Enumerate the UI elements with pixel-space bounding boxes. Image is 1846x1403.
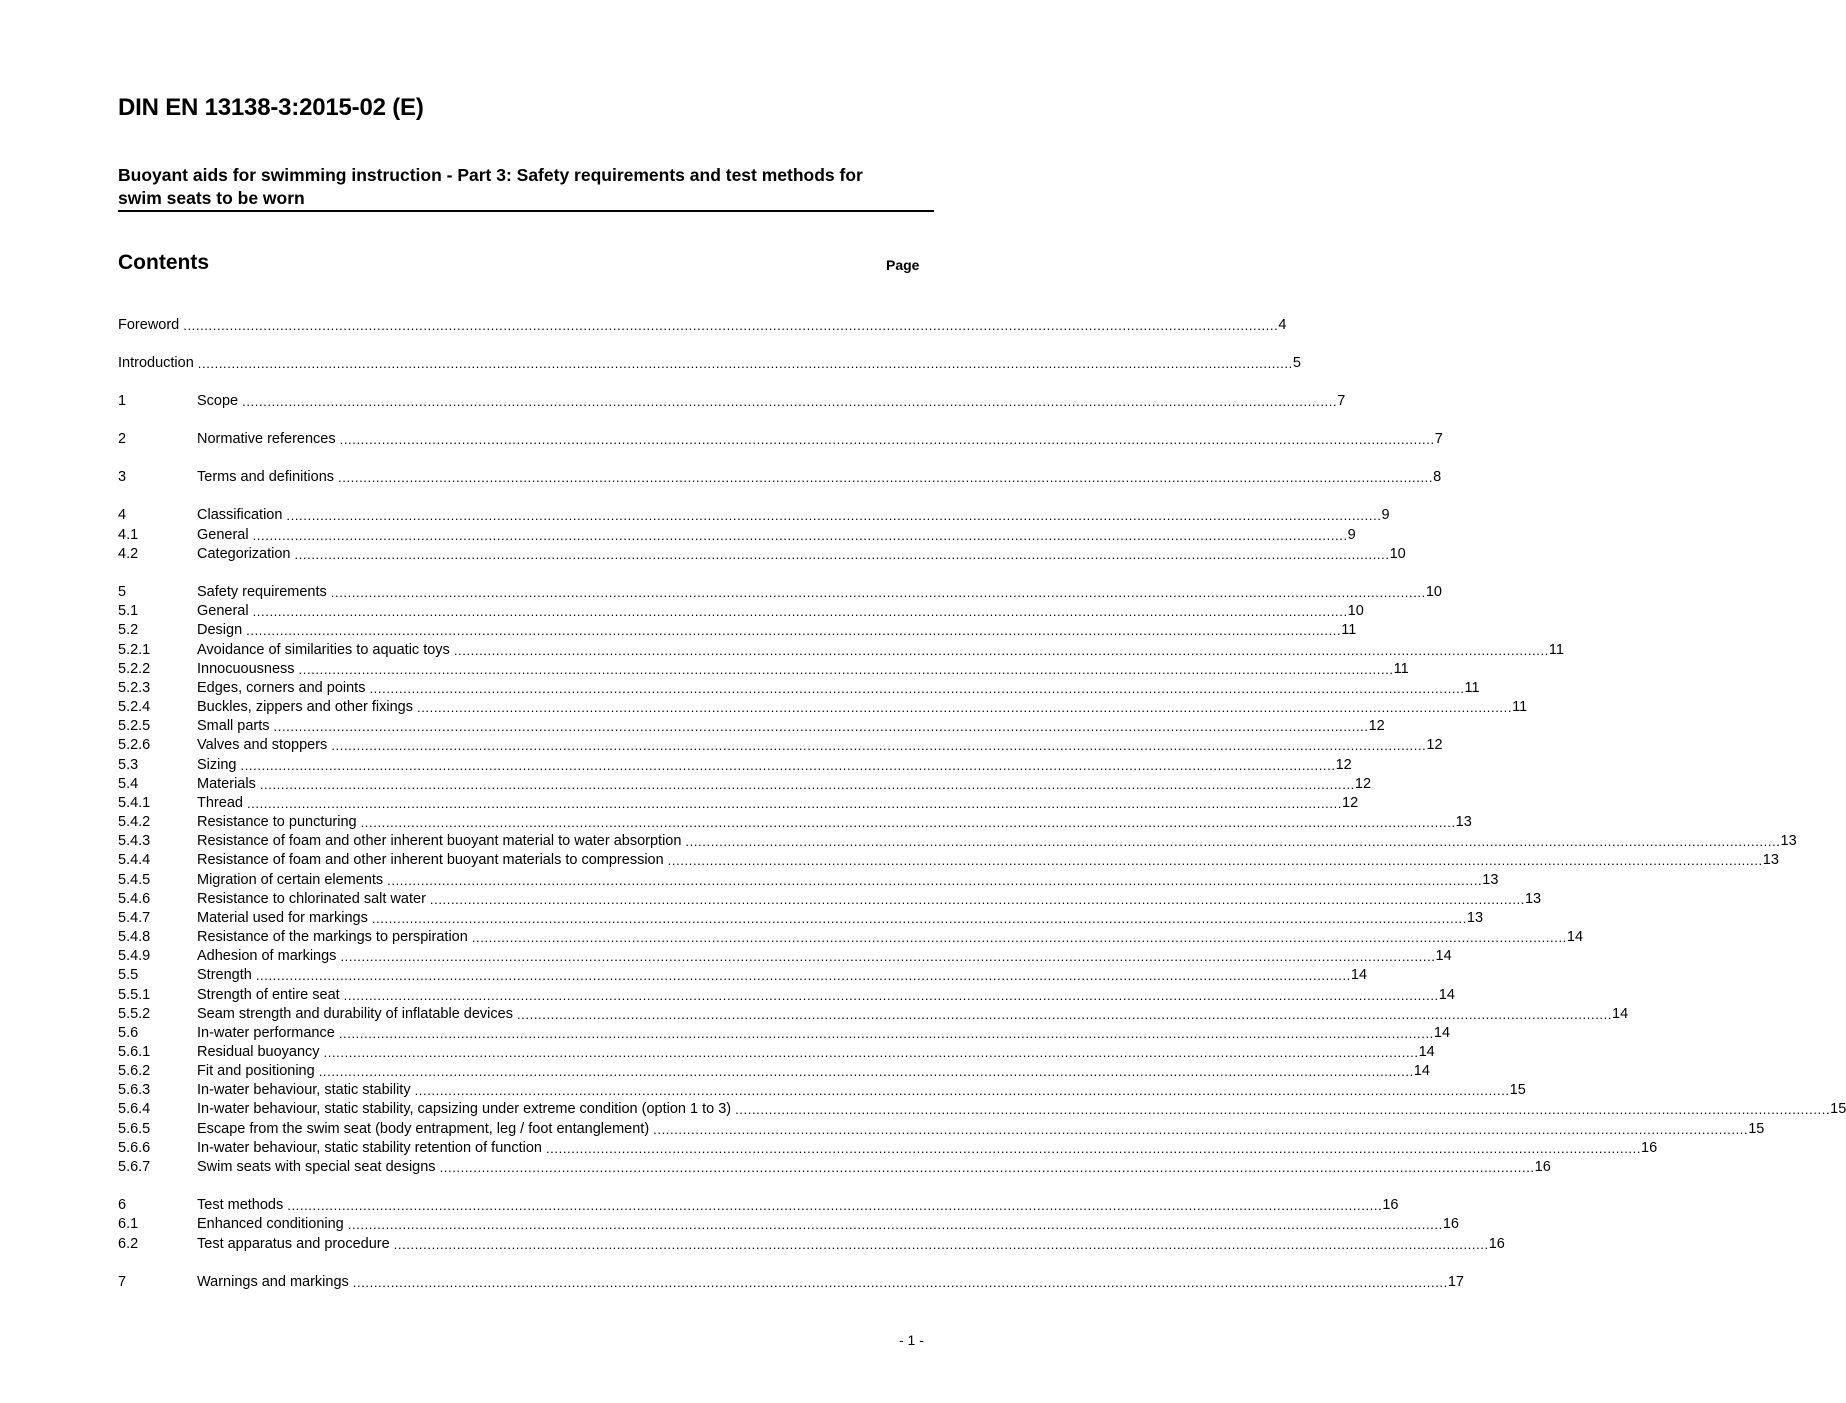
toc-section-title: Terms and definitions bbox=[197, 469, 335, 485]
document-title: DIN EN 13138-3:2015-02 (E) bbox=[118, 94, 424, 121]
toc-page-number: 12 bbox=[1354, 776, 1372, 792]
toc-section-number: 5.2.6 bbox=[118, 737, 151, 753]
toc-entry[interactable] bbox=[118, 583, 1442, 602]
toc-entry[interactable] bbox=[118, 736, 1443, 755]
toc-page-number: 5 bbox=[1292, 355, 1301, 371]
toc-section-number: 5.5.1 bbox=[118, 987, 151, 1003]
toc-section-number: 2 bbox=[118, 431, 127, 447]
toc-page-number: 9 bbox=[1381, 507, 1390, 523]
toc-dot-leader: .................................................................................................................................................................................................................................................................... bbox=[338, 1026, 1434, 1041]
toc-section-number: 1 bbox=[118, 393, 127, 409]
toc-page-number: 12 bbox=[1368, 718, 1385, 734]
toc-section-title: Materials bbox=[197, 776, 256, 792]
toc-page-number: 4 bbox=[1278, 317, 1287, 333]
toc-dot-leader: .................................................................................................................................................................................................................................................................... bbox=[429, 892, 1525, 907]
page-number: - 1 - bbox=[899, 1332, 924, 1348]
toc-page-number: 14 bbox=[1413, 1063, 1430, 1079]
toc-page-number: 14 bbox=[1350, 967, 1368, 983]
title-divider bbox=[118, 210, 934, 212]
toc-section-number: 5.4.6 bbox=[118, 891, 151, 907]
toc-section-title: Thread bbox=[197, 795, 243, 811]
toc-section-title: Adhesion of markings bbox=[197, 948, 337, 964]
toc-section-title: Normative references bbox=[197, 431, 336, 447]
toc-section-title: Sizing bbox=[197, 757, 237, 773]
toc-entry[interactable] bbox=[118, 545, 1406, 564]
toc-entry[interactable] bbox=[118, 1043, 1435, 1062]
toc-section-title: Buckles, zippers and other fixings bbox=[197, 699, 413, 715]
toc-page-number: 7 bbox=[1337, 393, 1346, 409]
toc-dot-leader: .................................................................................................................................................................................................................................................................... bbox=[318, 1064, 1414, 1079]
toc-entry[interactable] bbox=[118, 851, 1779, 870]
toc-section-number: 5.4.3 bbox=[118, 833, 151, 849]
toc-section-number: 4.2 bbox=[118, 546, 139, 562]
toc-section-title: Migration of certain elements bbox=[197, 872, 384, 888]
toc-dot-leader: .................................................................................................................................................................................................................................................................... bbox=[255, 968, 1351, 983]
toc-entry[interactable] bbox=[118, 775, 1372, 794]
toc-dot-leader: .................................................................................................................................................................................................................................................................... bbox=[387, 873, 1483, 888]
toc-entry[interactable] bbox=[118, 794, 1359, 813]
toc-section-number: 5.4 bbox=[118, 776, 139, 792]
toc-section-title: Swim seats with special seat designs bbox=[197, 1159, 436, 1175]
toc-section-title: Edges, corners and points bbox=[197, 680, 366, 696]
toc-section-number: 5.6.1 bbox=[118, 1044, 151, 1060]
toc-page-number: 16 bbox=[1641, 1140, 1658, 1156]
toc-section-number: 5.5 bbox=[118, 967, 139, 983]
toc-section-number: 5.4.9 bbox=[118, 948, 151, 964]
toc-page-number: 14 bbox=[1418, 1044, 1435, 1060]
toc-entry[interactable] bbox=[118, 717, 1385, 736]
toc-entry[interactable] bbox=[118, 966, 1368, 985]
toc-section-number: 5.6.7 bbox=[118, 1159, 151, 1175]
toc-section-number: 5.2.4 bbox=[118, 699, 151, 715]
toc-dot-leader: .................................................................................................................................................................................................................................................................... bbox=[331, 738, 1427, 753]
toc-section-number: 5.6.4 bbox=[118, 1101, 151, 1117]
toc-entry[interactable] bbox=[118, 928, 1584, 947]
contents-heading: Contents bbox=[118, 251, 209, 274]
toc-section-title: Fit and positioning bbox=[197, 1063, 315, 1079]
toc-dot-leader: .................................................................................................................................................................................................................................................................... bbox=[393, 1237, 1489, 1252]
toc-section-title: Resistance to chlorinated salt water bbox=[197, 891, 426, 907]
toc-dot-leader: .................................................................................................................................................................................................................................................................... bbox=[246, 796, 1343, 811]
toc-dot-leader: .................................................................................................................................................................................................................................................................... bbox=[685, 834, 1781, 849]
toc-entry[interactable] bbox=[118, 602, 1364, 621]
toc-section-number: 5.6 bbox=[118, 1025, 139, 1041]
toc-section-number: 5.2.3 bbox=[118, 680, 151, 696]
toc-dot-leader: .................................................................................................................................................................................................................................................................... bbox=[323, 1045, 1419, 1060]
toc-section-number: 5.4.4 bbox=[118, 852, 151, 868]
toc-dot-leader: .................................................................................................................................................................................................................................................................... bbox=[352, 1275, 1448, 1290]
toc-section-number: 5.6.3 bbox=[118, 1082, 151, 1098]
toc-entry[interactable] bbox=[118, 621, 1357, 640]
toc-section-title: Categorization bbox=[197, 546, 291, 562]
toc-section-number: 4 bbox=[118, 507, 127, 523]
toc-page-number: 16 bbox=[1382, 1197, 1399, 1213]
toc-page-number: 14 bbox=[1566, 929, 1584, 945]
toc-page-number: 16 bbox=[1534, 1159, 1551, 1175]
toc-section-number: 5.4.5 bbox=[118, 872, 151, 888]
toc-section-title: Enhanced conditioning bbox=[197, 1216, 344, 1232]
toc-page-number: 12 bbox=[1335, 757, 1352, 773]
toc-dot-leader: .................................................................................................................................................................................................................................................................... bbox=[287, 1198, 1383, 1213]
toc-section-title: Innocuousness bbox=[197, 661, 295, 677]
toc-section-number: 5.1 bbox=[118, 603, 139, 619]
toc-entry[interactable] bbox=[118, 1196, 1399, 1215]
toc-page-number: 16 bbox=[1442, 1216, 1459, 1232]
toc-entry[interactable] bbox=[118, 1100, 1846, 1119]
toc-dot-leader: .................................................................................................................................................................................................................................................................... bbox=[340, 949, 1436, 964]
toc-section-number: 5.4.1 bbox=[118, 795, 151, 811]
toc-dot-leader: .................................................................................................................................................................................................................................................................... bbox=[240, 758, 1336, 773]
toc-entry[interactable] bbox=[118, 909, 1484, 928]
toc-section-number: 5.4.8 bbox=[118, 929, 151, 945]
toc-dot-leader: .................................................................................................................................................................................................................................................................... bbox=[330, 585, 1426, 600]
toc-section-title: Test methods bbox=[197, 1197, 284, 1213]
toc-entry[interactable] bbox=[118, 1273, 1464, 1292]
toc-page-number: 13 bbox=[1482, 872, 1499, 888]
toc-entry[interactable] bbox=[118, 392, 1346, 411]
toc-dot-leader: .................................................................................................................................................................................................................................................................... bbox=[242, 394, 1338, 409]
toc-dot-leader: .................................................................................................................................................................................................................................................................... bbox=[183, 318, 1279, 333]
toc-section-title: General bbox=[197, 603, 249, 619]
toc-entry[interactable] bbox=[118, 526, 1356, 545]
toc-page-number: 11 bbox=[1548, 642, 1564, 658]
toc-page-number: 10 bbox=[1389, 546, 1406, 562]
toc-section-title: In-water performance bbox=[197, 1025, 335, 1041]
toc-dot-leader: .................................................................................................................................................................................................................................................................... bbox=[453, 643, 1549, 658]
toc-section-title: Resistance of foam and other inherent buoyant materials to compression bbox=[197, 852, 664, 868]
toc-section-number: 5.4.2 bbox=[118, 814, 151, 830]
toc-dot-leader: .................................................................................................................................................................................................................................................................... bbox=[653, 1122, 1749, 1137]
toc-dot-leader: .................................................................................................................................................................................................................................................................... bbox=[273, 719, 1369, 734]
toc-page-number: 11 bbox=[1512, 699, 1528, 715]
toc-page-number: 13 bbox=[1466, 910, 1484, 926]
toc-entry[interactable] bbox=[118, 679, 1480, 698]
toc-dot-leader: .................................................................................................................................................................................................................................................................... bbox=[371, 911, 1467, 926]
toc-dot-leader: .................................................................................................................................................................................................................................................................... bbox=[414, 1083, 1510, 1098]
toc-page-number: 12 bbox=[1426, 737, 1443, 753]
toc-entry[interactable] bbox=[118, 354, 1301, 373]
toc-entry[interactable] bbox=[118, 698, 1528, 717]
toc-section-title: Seam strength and durability of inflatable devices bbox=[197, 1006, 513, 1022]
toc-section-number: 5.6.5 bbox=[118, 1121, 151, 1137]
toc-section-title: Residual buoyancy bbox=[197, 1044, 320, 1060]
toc-section-title: Resistance to puncturing bbox=[197, 814, 357, 830]
toc-page-number: 15 bbox=[1748, 1121, 1765, 1137]
toc-dot-leader: .................................................................................................................................................................................................................................................................... bbox=[252, 604, 1348, 619]
toc-dot-leader: .................................................................................................................................................................................................................................................................... bbox=[471, 930, 1567, 945]
toc-section-number: 5 bbox=[118, 584, 127, 600]
toc-section-number: 4.1 bbox=[118, 527, 139, 543]
toc-dot-leader: .................................................................................................................................................................................................................................................................... bbox=[338, 470, 1434, 485]
toc-section-title: Introduction bbox=[118, 355, 194, 371]
toc-section-title: Warnings and markings bbox=[197, 1274, 349, 1290]
toc-entry[interactable] bbox=[118, 430, 1443, 449]
toc-entry[interactable] bbox=[118, 1120, 1765, 1139]
toc-section-title: Scope bbox=[197, 393, 239, 409]
toc-section-title: Classification bbox=[197, 507, 283, 523]
toc-entry[interactable] bbox=[118, 641, 1564, 660]
toc-entry[interactable] bbox=[118, 1158, 1551, 1177]
toc-dot-leader: .................................................................................................................................................................................................................................................................... bbox=[417, 700, 1513, 715]
toc-entry[interactable] bbox=[118, 871, 1499, 890]
toc-page-number: 14 bbox=[1435, 948, 1452, 964]
toc-page-number: 13 bbox=[1762, 852, 1779, 868]
toc-dot-leader: .................................................................................................................................................................................................................................................................... bbox=[298, 662, 1394, 677]
toc-page-number: 15 bbox=[1509, 1082, 1526, 1098]
toc-entry[interactable] bbox=[118, 756, 1352, 775]
toc-page-number: 13 bbox=[1524, 891, 1542, 907]
toc-section-title: Test apparatus and procedure bbox=[197, 1236, 390, 1252]
toc-entry[interactable] bbox=[118, 468, 1442, 487]
toc-section-title: In-water behaviour, static stability, capsizing under extreme condition (option 1 to 3) bbox=[197, 1101, 732, 1117]
toc-page-number: 7 bbox=[1434, 431, 1443, 447]
toc-section-title: Material used for markings bbox=[197, 910, 368, 926]
toc-page-number: 11 bbox=[1341, 622, 1357, 638]
toc-section-number: 6.2 bbox=[118, 1236, 139, 1252]
toc-entry[interactable] bbox=[118, 1024, 1451, 1043]
toc-page-number: 14 bbox=[1438, 987, 1455, 1003]
toc-section-number: 6 bbox=[118, 1197, 127, 1213]
toc-dot-leader: .................................................................................................................................................................................................................................................................... bbox=[343, 988, 1439, 1003]
toc-entry[interactable] bbox=[118, 1215, 1459, 1234]
toc-entry[interactable] bbox=[118, 1235, 1505, 1254]
toc-page-number: 9 bbox=[1347, 527, 1356, 543]
toc-section-title: Strength bbox=[197, 967, 252, 983]
toc-entry[interactable] bbox=[118, 813, 1472, 832]
toc-page-number: 17 bbox=[1447, 1274, 1464, 1290]
toc-section-title: General bbox=[197, 527, 249, 543]
toc-dot-leader: .................................................................................................................................................................................................................................................................... bbox=[347, 1217, 1443, 1232]
toc-page-number: 13 bbox=[1780, 833, 1797, 849]
toc-dot-leader: .................................................................................................................................................................................................................................................................... bbox=[252, 528, 1348, 543]
toc-dot-leader: .................................................................................................................................................................................................................................................................... bbox=[369, 681, 1465, 696]
toc-section-number: 5.3 bbox=[118, 757, 139, 773]
toc-page-number: 12 bbox=[1342, 795, 1359, 811]
toc-page-number: 10 bbox=[1425, 584, 1442, 600]
toc-entry[interactable] bbox=[118, 832, 1797, 851]
toc-entry[interactable] bbox=[118, 890, 1542, 909]
toc-section-title: Escape from the swim seat (body entrapment, leg / foot entanglement) bbox=[197, 1121, 650, 1137]
document-subtitle: Buoyant aids for swimming instruction - Part 3: Safety requirements and test methods for swim seats to be worn bbox=[118, 165, 863, 208]
toc-dot-leader: .................................................................................................................................................................................................................................................................... bbox=[246, 623, 1342, 638]
toc-entry[interactable] bbox=[118, 1081, 1526, 1100]
toc-section-title: Safety requirements bbox=[197, 584, 327, 600]
toc-section-title: Resistance of foam and other inherent buoyant material to water absorption bbox=[197, 833, 682, 849]
toc-section-title: Resistance of the markings to perspiration bbox=[197, 929, 468, 945]
toc-page-number: 16 bbox=[1488, 1236, 1505, 1252]
toc-page-number: 10 bbox=[1347, 603, 1364, 619]
toc-section-number: 5.2.2 bbox=[118, 661, 151, 677]
toc-page-number: 14 bbox=[1612, 1006, 1629, 1022]
toc-page-number: 11 bbox=[1393, 661, 1409, 677]
toc-entry[interactable] bbox=[118, 660, 1409, 679]
toc-section-number: 3 bbox=[118, 469, 127, 485]
toc-section-number: 5.6.6 bbox=[118, 1140, 151, 1156]
toc-section-number: 5.2.1 bbox=[118, 642, 151, 658]
toc-page-number: 11 bbox=[1464, 680, 1480, 696]
toc-entry[interactable] bbox=[118, 1005, 1629, 1024]
toc-section-title: Small parts bbox=[197, 718, 270, 734]
toc-entry[interactable] bbox=[118, 1062, 1430, 1081]
toc-page-number: 15 bbox=[1830, 1101, 1846, 1117]
toc-section-title: In-water behaviour, static stability retention of function bbox=[197, 1140, 542, 1156]
toc-dot-leader: .................................................................................................................................................................................................................................................................... bbox=[360, 815, 1456, 830]
toc-dot-leader: .................................................................................................................................................................................................................................................................... bbox=[286, 508, 1382, 523]
toc-dot-leader: .................................................................................................................................................................................................................................................................... bbox=[294, 547, 1390, 562]
toc-section-number: 5.2.5 bbox=[118, 718, 151, 734]
toc-section-title: Valves and stoppers bbox=[197, 737, 328, 753]
toc-section-number: 5.4.7 bbox=[118, 910, 151, 926]
toc-section-title: Avoidance of similarities to aquatic toys bbox=[197, 642, 450, 658]
toc-entry[interactable] bbox=[118, 316, 1287, 335]
toc-page-number: 14 bbox=[1433, 1025, 1451, 1041]
toc-dot-leader: .................................................................................................................................................................................................................................................................... bbox=[439, 1160, 1535, 1175]
toc-dot-leader: .................................................................................................................................................................................................................................................................... bbox=[197, 356, 1293, 371]
toc-dot-leader: .................................................................................................................................................................................................................................................................... bbox=[667, 853, 1763, 868]
toc-section-number: 5.2 bbox=[118, 622, 139, 638]
toc-page-number: 8 bbox=[1433, 469, 1442, 485]
toc-dot-leader: .................................................................................................................................................................................................................................................................... bbox=[516, 1007, 1613, 1022]
toc-dot-leader: .................................................................................................................................................................................................................................................................... bbox=[339, 432, 1435, 447]
toc-section-number: 7 bbox=[118, 1274, 127, 1290]
toc-entry[interactable] bbox=[118, 947, 1452, 966]
toc-section-number: 5.6.2 bbox=[118, 1063, 151, 1079]
toc-page-number: 13 bbox=[1455, 814, 1472, 830]
toc-dot-leader: .................................................................................................................................................................................................................................................................... bbox=[259, 777, 1355, 792]
toc-section-number: 5.5.2 bbox=[118, 1006, 151, 1022]
toc-section-title: Strength of entire seat bbox=[197, 987, 340, 1003]
page-column-heading: Page bbox=[886, 257, 920, 273]
toc-section-number: 6.1 bbox=[118, 1216, 139, 1232]
toc-dot-leader: .................................................................................................................................................................................................................................................................... bbox=[545, 1141, 1642, 1156]
toc-section-title: Foreword bbox=[118, 317, 180, 333]
toc-section-title: Design bbox=[197, 622, 243, 638]
toc-entry[interactable] bbox=[118, 506, 1390, 525]
toc-section-title: In-water behaviour, static stability bbox=[197, 1082, 411, 1098]
toc-dot-leader: .................................................................................................................................................................................................................................................................... bbox=[735, 1102, 1831, 1117]
toc-entry[interactable] bbox=[118, 986, 1455, 1005]
toc-entry[interactable] bbox=[118, 1139, 1658, 1158]
